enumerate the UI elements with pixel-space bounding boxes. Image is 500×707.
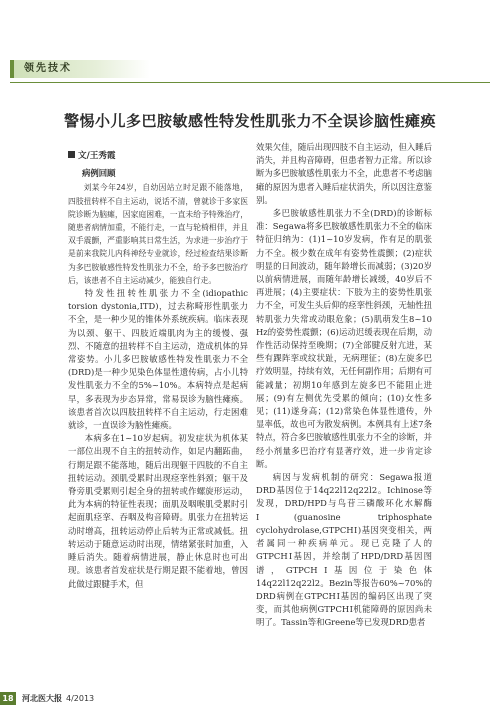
body-paragraph: 多巴胺敏感性肌张力不全(DRD)的诊断标准：Segawa将多巴胺敏感性肌张力不全的临床特征归纳为：(1)1~10岁发病，作有足的肌张力不全。极少数在成年有姿势性震颤；(2)症状明显的日间波动，随年龄增长而减弱；(3)20岁以前病情进展，而随年龄增长减缓，40岁后不再进展；(4)主要症状：下肢为主的姿势性肌张力不全，可发生头后仰的痉挛性斜颈，无轴性扭转肌张力失常或动眼危象；(5)肌萌发生8~10 Hz的姿势性震颤；(6)运动迟缓表现在后期，动作性活动保持至晚期；(7)全部腱反射亢进，某些有踝阵挛或纹状趾，无病理征；(8)左旋多巴疗效明显，持续有效，无任何副作用；后期有可能减量；初期10年感到左旋多巴不能阻止进展；(9)有左侧优先受累的倾向；(10)女性多见；(11)遂身高；(12)常染色体显性遗传，外显率低，故也可为散发病例。本例具有上述7条特点，符合多巴胺敏感性肌张力不全的诊断，并经小剂量多巴治疗有显著疗效，进一步肯定诊断。 xyxy=(256,208,432,469)
case-paragraph: 刘某今年24岁，自幼因站立时足跟不能落地，四肢扭转样不自主运动，说话不清，曾就诊于多家医院诊断为脑瘫，因家庭困难，一直未给予特殊治疗，随患者病情加重，不能行走，一直与轮椅相伴，并且双手震颤，严重影响其日常生活，为求进一步治疗于是前来我院儿内科神经专业就诊，经过检查结果诊断为多巴胺敏感性特发性肌张力不全，给予多巴胺治疗后，该患者不自主运动减少，能独自行走。 xyxy=(68,183,248,285)
case-heading: 病例回顾 xyxy=(82,168,116,179)
body-paragraph: 效果欠佳，随后出现四肢不自主运动，但入睡后消失，并且构音障碍，但患者智力正常。所以诊断为多巴胺敏感性肌张力不全，此患者不考虑脑瘫的原因为患者入睡后症状消失，所以因注意鉴别。 xyxy=(256,142,432,205)
author-name: 文/王秀霞 xyxy=(78,151,116,161)
left-column xyxy=(68,150,248,591)
top-divider xyxy=(10,82,490,83)
square-bullet-icon xyxy=(68,151,75,158)
journal-title: 河北医大报 xyxy=(22,694,62,703)
right-column xyxy=(256,141,432,630)
body-paragraph: 病因与发病机制的研究：Segawa报道DRD基因位于14q22l12q22l2。Ichinose等发现，DRD/HPD与鸟苷三磷酸环化水解酶Ⅰ(guanosine triphosphate cyclohydrolase,GTPCHⅠ)基因突变相关，两者属同一种疾病单元。现已克隆了人的GTPCHⅠ基因，并绘制了HPD/DRD基因图谱，GTPCHⅠ基因位于染色体14q22l12q22l2。Bezin等报告60%~70%的DRD病例在GTPCHⅠ基因的编码区出现了突变，而其他病例GTPCHⅠ机能障碍的原因尚未明了。Tassin等和Greene等已发现DRD患者 xyxy=(256,472,432,628)
issue-number: 4/2013 xyxy=(66,694,95,703)
journal-name xyxy=(22,692,94,705)
body-paragraph: 本病多在1~10岁起病。初发症状为机体某一部位出现不自主的扭转动作，如足内翻跖曲，行期足跟不能落地，随后出现躯干四肢的不自主扭转运动。颈肌受累时出现痉挛性斜颈；躯干及脊旁肌受累则引起全身的扭转或作螺旋形运动，此为本病的特征性表现；面肌及咽喉肌受累时引起面肌痉挛、吞咽及构音障碍。肌张力在扭转运动时增高，扭转运动停止后转为正常或减低。扭转运动于随意运动时出现，情绪紧张时加重，入睡后消失。随着病情进展，静止休息时也可出现。该患者首发症状是行期足跟不能着地，曾因此做过跟腱手术，但 xyxy=(68,433,248,589)
section-tag: 领先技术 xyxy=(10,60,150,78)
article-title: 警惕小儿多巴胺敏感性特发性肌张力不全误诊脑性瘫痪 xyxy=(63,112,436,130)
page-number: 18 xyxy=(0,692,16,705)
author-line xyxy=(68,150,248,163)
body-paragraph: 特发性扭转性肌张力不全(idiopathic torsion dystonia,ITD)，过去称畸形性肌张力不全，是一种少见的锥体外系统疾病。临床表现为以颈、躯干、四肢近端肌肉为主的缓慢、强烈、不随意的扭转样不自主运动，造成机体的异常姿势。小儿多巴胺敏感性特发性肌张力不全(DRD)是一种少见染色体显性遗传病，占小儿特发性肌张力不全的5%~10%。本病特点是起病早，多表现为步态异常，常易误诊为脑性瘫痪。该患者首次以四肢扭转样不自主运动，行走困难就诊，一直误诊为脑性瘫痪。 xyxy=(68,288,248,431)
